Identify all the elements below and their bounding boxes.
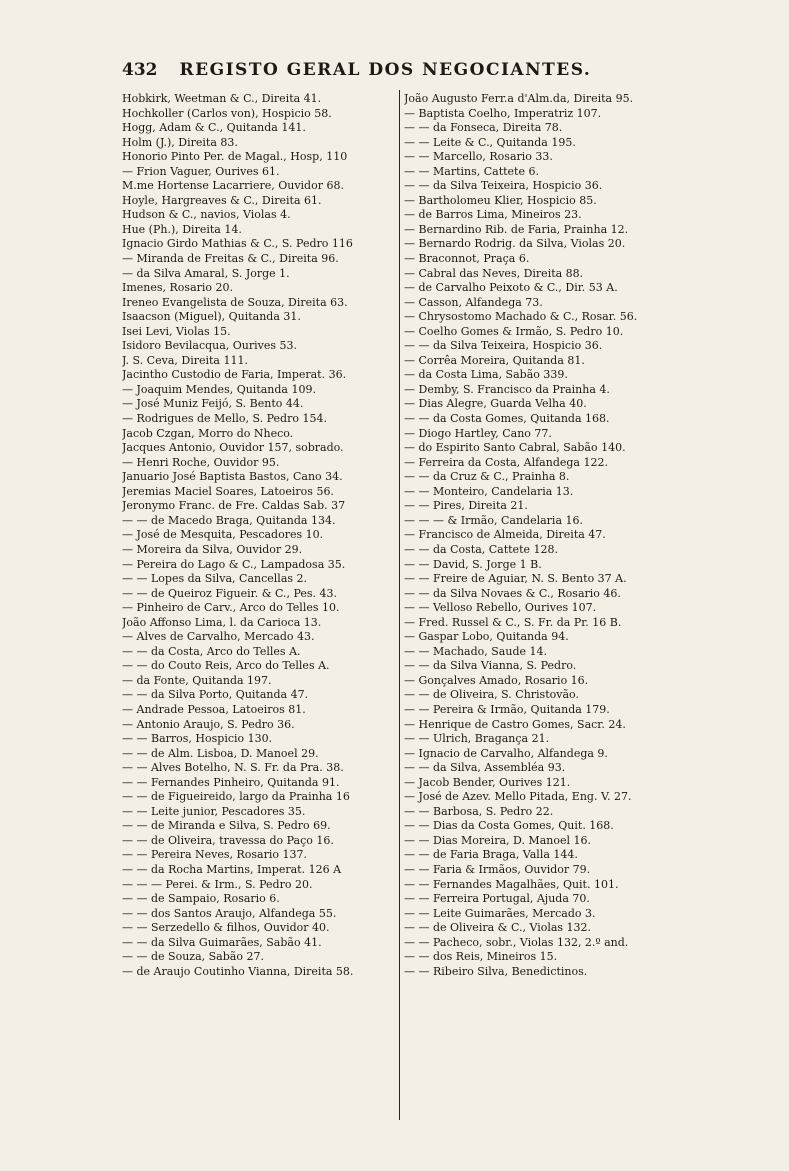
directory-entry: — Demby, S. Francisco da Prainha 4. xyxy=(404,382,610,396)
directory-entry: — — Ribeiro Silva, Benedictinos. xyxy=(404,964,588,978)
directory-entry: — Ignacio de Carvalho, Alfandega 9. xyxy=(404,746,608,760)
directory-entry: — — Marcello, Rosario 33. xyxy=(404,150,553,164)
directory-entry: Jacintho Custodio de Faria, Imperat. 36. xyxy=(122,368,347,382)
directory-entry: — Diogo Hartley, Cano 77. xyxy=(404,426,552,440)
directory-entry: — — Pires, Direita 21. xyxy=(404,499,528,513)
directory-entry: — — Leite & C., Quitanda 195. xyxy=(404,135,576,149)
running-title: REGISTO GERAL DOS NEGOCIANTES. xyxy=(179,60,592,80)
directory-entry: — — Fernandes Magalhães, Quit. 101. xyxy=(404,877,619,891)
directory-entry: Jeremias Maciel Soares, Latoeiros 56. xyxy=(122,484,334,498)
directory-entry: — de Araujo Coutinho Vianna, Direita 58. xyxy=(122,964,354,978)
directory-entry: — — da Costa, Cattete 128. xyxy=(404,542,558,556)
directory-entry: J. S. Ceva, Direita 111. xyxy=(122,353,248,367)
directory-entry: — Pinheiro de Carv., Arco do Telles 10. xyxy=(122,601,340,615)
directory-entry: — Cabral das Neves, Direita 88. xyxy=(404,266,584,280)
directory-entry: Hobkirk, Weetman & C., Direita 41. xyxy=(122,92,322,105)
directory-entry: — — de Macedo Braga, Quitanda 134. xyxy=(122,513,336,527)
directory-entry: — da Costa Lima, Sabão 339. xyxy=(404,368,568,382)
directory-entry: — Corrêa Moreira, Quitanda 81. xyxy=(404,353,585,367)
directory-entry: João Augusto Ferr.a d'Alm.da, Direita 95. xyxy=(404,92,634,105)
directory-entry: — — David, S. Jorge 1 B. xyxy=(404,557,542,571)
directory-entry: — — da Silva Vianna, S. Pedro. xyxy=(404,659,577,673)
directory-entry: Jacob Czgan, Morro do Nheco. xyxy=(122,426,294,440)
directory-entry: — — da Rocha Martins, Imperat. 126 A xyxy=(122,862,342,876)
directory-entry: — Rodrigues de Mello, S. Pedro 154. xyxy=(122,412,327,426)
directory-entry: — — da Silva Guimarães, Sabão 41. xyxy=(122,935,322,949)
directory-entry: — José Muniz Feijó, S. Bento 44. xyxy=(122,397,304,411)
directory-entry: — — Fernandes Pinheiro, Quitanda 91. xyxy=(122,775,340,789)
directory-entry: — — de Figueireido, largo da Prainha 16 xyxy=(122,790,350,804)
directory-entry: — — Pereira Neves, Rosario 137. xyxy=(122,848,308,862)
directory-entry: Ireneo Evangelista de Souza, Direita 63. xyxy=(122,295,348,309)
directory-entry: — — Martins, Cattete 6. xyxy=(404,164,539,178)
page-header xyxy=(122,60,682,86)
directory-entry: — — Monteiro, Candelaria 13. xyxy=(404,484,574,498)
directory-entry: — — Dias da Costa Gomes, Quit. 168. xyxy=(404,819,614,833)
directory-entry: — Frion Vaguer, Ourives 61. xyxy=(122,164,280,178)
directory-entry: — — Machado, Saude 14. xyxy=(404,644,547,658)
directory-entry: — — Pereira & Irmão, Quitanda 179. xyxy=(404,702,610,716)
directory-entry: — — Faria & Irmãos, Ouvidor 79. xyxy=(404,862,591,876)
directory-entry: — — de Souza, Sabão 27. xyxy=(122,950,264,964)
directory-entry: — Bernardo Rodrig. da Silva, Violas 20. xyxy=(404,237,626,251)
directory-entry: — Jacob Bender, Ourives 121. xyxy=(404,775,571,789)
directory-entry: — de Barros Lima, Mineiros 23. xyxy=(404,208,582,222)
directory-entry: Isaacson (Miguel), Quitanda 31. xyxy=(122,310,301,324)
directory-entry: — — dos Reis, Mineiros 15. xyxy=(404,950,558,964)
directory-entry: — — Ulrich, Bragança 21. xyxy=(404,732,550,746)
directory-entry: Holm (J.), Direita 83. xyxy=(122,135,238,149)
left-column xyxy=(122,92,396,979)
directory-entry: — Francisco de Almeida, Direita 47. xyxy=(404,528,606,542)
directory-entry: — — da Cruz & C., Prainha 8. xyxy=(404,470,570,484)
directory-entry: — Miranda de Freitas & C., Direita 96. xyxy=(122,252,339,266)
directory-entry: — Fred. Russel & C., S. Fr. da Pr. 16 B. xyxy=(404,615,622,629)
directory-entry: — Coelho Gomes & Irmão, S. Pedro 10. xyxy=(404,324,624,338)
directory-entry: Isidoro Bevilacqua, Ourives 53. xyxy=(122,339,298,353)
directory-entry: — Joaquim Mendes, Quitanda 109. xyxy=(122,382,316,396)
directory-entry: — — de Oliveira, S. Christovão. xyxy=(404,688,579,702)
directory-entry: — Henri Roche, Ouvidor 95. xyxy=(122,455,280,469)
directory-entry: — Chrysostomo Machado & C., Rosar. 56. xyxy=(404,310,638,324)
directory-entry: — — Dias Moreira, D. Manoel 16. xyxy=(404,833,591,847)
directory-entry: Januario José Baptista Bastos, Cano 34. xyxy=(122,470,343,484)
directory-entry: — Moreira da Silva, Ouvidor 29. xyxy=(122,542,303,556)
directory-entry: — — Lopes da Silva, Cancellas 2. xyxy=(122,572,308,586)
directory-entry: — — Velloso Rebello, Ourives 107. xyxy=(404,601,597,615)
directory-entry: Hue (Ph.), Direita 14. xyxy=(122,222,242,236)
directory-entry: — — da Silva, Assembléa 93. xyxy=(404,761,566,775)
directory-entry: Hochkoller (Carlos von), Hospicio 58. xyxy=(122,106,332,120)
directory-entry: — — de Oliveira & C., Violas 132. xyxy=(404,921,592,935)
directory-entry: — — de Oliveira, travessa do Paço 16. xyxy=(122,833,334,847)
directory-entry: — — da Silva Teixeira, Hospicio 36. xyxy=(404,179,603,193)
directory-entry: — Bartholomeu Klier, Hospicio 85. xyxy=(404,193,597,207)
directory-entry: — — de Faria Braga, Valla 144. xyxy=(404,848,578,862)
directory-entry: — Alves de Carvalho, Mercado 43. xyxy=(122,630,315,644)
right-column xyxy=(404,92,684,979)
directory-entry: — — Freire de Aguiar, N. S. Bento 37 A. xyxy=(404,572,627,586)
directory-entry: Imenes, Rosario 20. xyxy=(122,281,234,295)
directory-entry: — da Silva Amaral, S. Jorge 1. xyxy=(122,266,290,280)
directory-entry: — Pereira do Lago & C., Lampadosa 35. xyxy=(122,557,346,571)
directory-entry: Hogg, Adam & C., Quitanda 141. xyxy=(122,121,306,135)
directory-entry: Isei Levi, Violas 15. xyxy=(122,324,231,338)
directory-entry: — — de Queiroz Figueir. & C., Pes. 43. xyxy=(122,586,338,600)
directory-entry: — Dias Alegre, Guarda Velha 40. xyxy=(404,397,587,411)
directory-entry: — — de Miranda e Silva, S. Pedro 69. xyxy=(122,819,331,833)
directory-entry: Jacques Antonio, Ouvidor 157, sobrado. xyxy=(122,441,344,455)
directory-entry: — Bernardino Rib. de Faria, Prainha 12. xyxy=(404,222,629,236)
directory-entry: — — dos Santos Araujo, Alfandega 55. xyxy=(122,906,337,920)
directory-entry: M.me Hortense Lacarriere, Ouvidor 68. xyxy=(122,179,344,193)
directory-entry: — de Carvalho Peixoto & C., Dir. 53 A. xyxy=(404,281,618,295)
directory-entry: — — Leite Guimarães, Mercado 3. xyxy=(404,906,596,920)
page-number: 432 xyxy=(122,60,158,80)
directory-entry: — — da Silva Teixeira, Hospicio 36. xyxy=(404,339,603,353)
directory-entry: — — de Alm. Lisboa, D. Manoel 29. xyxy=(122,746,319,760)
column-divider xyxy=(399,90,400,1120)
directory-entry: — Antonio Araujo, S. Pedro 36. xyxy=(122,717,295,731)
directory-entry: — — do Couto Reis, Arco do Telles A. xyxy=(122,659,330,673)
directory-entry: — Casson, Alfandega 73. xyxy=(404,295,543,309)
directory-entry: Honorio Pinto Per. de Magal., Hosp, 110 xyxy=(122,150,348,164)
directory-entry: — Gaspar Lobo, Quitanda 94. xyxy=(404,630,569,644)
directory-entry: — — — Perei. & Irm., S. Pedro 20. xyxy=(122,877,313,891)
directory-entry: — — da Silva Novaes & C., Rosario 46. xyxy=(404,586,621,600)
directory-entry: — José de Azev. Mello Pitada, Eng. V. 27. xyxy=(404,790,632,804)
directory-entry: João Affonso Lima, l. da Carioca 13. xyxy=(122,615,322,629)
directory-entry: — do Espirito Santo Cabral, Sabão 140. xyxy=(404,441,626,455)
directory-entry: — — de Sampaio, Rosario 6. xyxy=(122,892,280,906)
directory-entry: Hoyle, Hargreaves & C., Direita 61. xyxy=(122,193,322,207)
directory-entry: — — Barros, Hospicio 130. xyxy=(122,732,273,746)
directory-entry: — — Pacheco, sobr., Violas 132, 2.º and. xyxy=(404,935,629,949)
directory-entry: — — da Fonseca, Direita 78. xyxy=(404,121,563,135)
directory-entry: — — — & Irmão, Candelaria 16. xyxy=(404,513,583,527)
directory-entry: — da Fonte, Quitanda 197. xyxy=(122,673,272,687)
directory-entry: — Henrique de Castro Gomes, Sacr. 24. xyxy=(404,717,626,731)
directory-entry: — — Barbosa, S. Pedro 22. xyxy=(404,804,554,818)
directory-entry: Hudson & C., navios, Violas 4. xyxy=(122,208,291,222)
directory-entry: — — Leite junior, Pescadores 35. xyxy=(122,804,306,818)
directory-entry: — Braconnot, Praça 6. xyxy=(404,252,530,266)
directory-entry: — Andrade Pessoa, Latoeiros 81. xyxy=(122,702,306,716)
directory-entry: — — Ferreira Portugal, Ajuda 70. xyxy=(404,892,590,906)
directory-entry: — — da Costa, Arco do Telles A. xyxy=(122,644,301,658)
directory-entry: — Gonçalves Amado, Rosario 16. xyxy=(404,673,589,687)
directory-entry: — José de Mesquita, Pescadores 10. xyxy=(122,528,324,542)
directory-entry: — — Alves Botelho, N. S. Fr. da Pra. 38. xyxy=(122,761,344,775)
directory-entry: — Baptista Coelho, Imperatriz 107. xyxy=(404,106,602,120)
directory-entry: Jeronymo Franc. de Fre. Caldas Sab. 37 xyxy=(122,499,346,513)
directory-entry: — Ferreira da Costa, Alfandega 122. xyxy=(404,455,608,469)
directory-entry: Ignacio Girdo Mathias & C., S. Pedro 116 xyxy=(122,237,353,251)
directory-entry: — — da Costa Gomes, Quitanda 168. xyxy=(404,412,610,426)
directory-entry: — — da Silva Porto, Quitanda 47. xyxy=(122,688,309,702)
directory-entry: — — Serzedello & filhos, Ouvidor 40. xyxy=(122,921,330,935)
